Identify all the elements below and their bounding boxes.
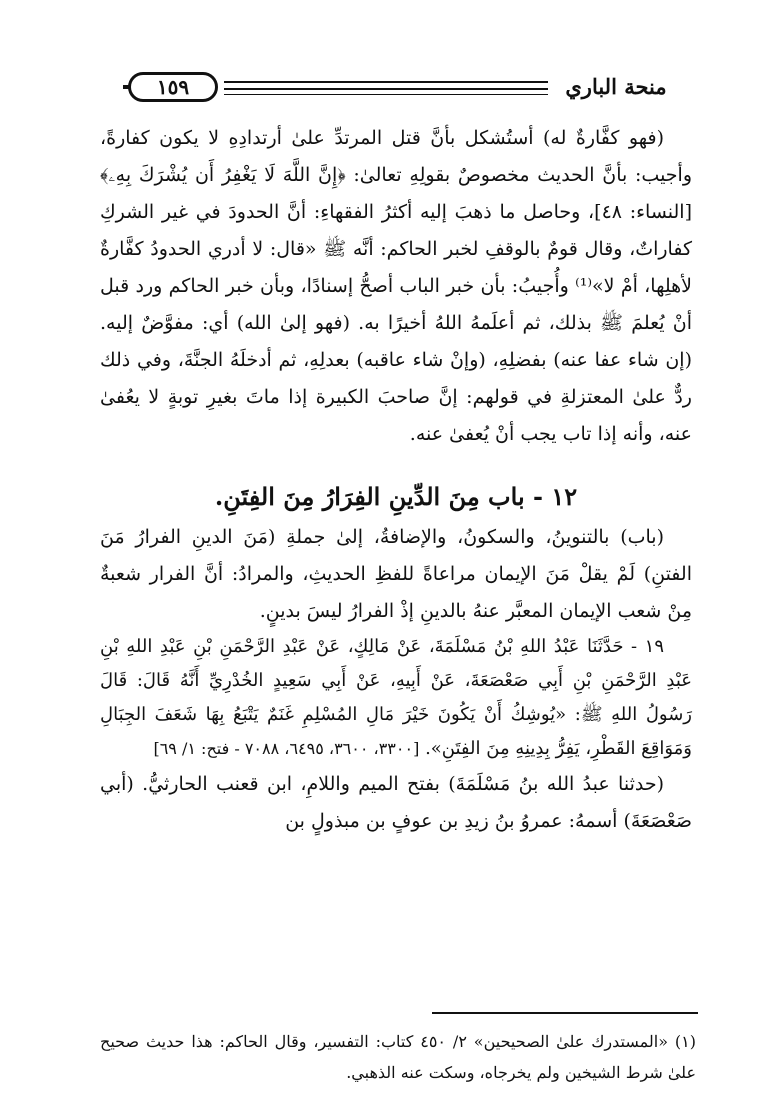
commentary-paragraph: (فهو كفَّارةٌ له) أستُشكل بأنَّ قتل المرتدِّ علىٰ أرتدادِهِ لا يكون كفارةً، وأجيب: بأنَّ الحديث مخصوصٌ بقولِهِ تعالىٰ: ﴿إِنَّ اللَّهَ لَا يَغْفِرُ أَن يُشْرَكَ بِهِۦ﴾ [النساء: ٤٨]، وحاصل ما ذهبَ إليه أكثرُ الفقهاءِ: أنَّ الحدودَ في غير الشركِ كفاراتٌ، وقال قومٌ بالوقفِ لخبر الحاكم: أنَّه ﷺ «قال: لا أدري الحدودُ كفَّارةٌ لأهلِها، أمْ لا»⁽¹⁾ وأُجيبُ: بأن خبر الباب أصحُّ إسنادًا، وبأن خبر الحاكم ورد قبل أنْ يُعلمَ ﷺ بذلك، ثم أعلَمهُ اللهُ أخيرًا به. (فهو إلىٰ الله) أي: مفوَّضٌ إليه. (إن شاء عفا عنه) بفضلِهِ، (وإنْ شاء عاقبه) بعدلِهِ، ثم أدخلَهُ الجنَّةَ، وفي ذلك ردٌّ علىٰ المعتزلةِ في قولهم: إنَّ صاحبَ الكبيرة إذا ماتَ بغيرِ توبةٍ لا يعُفىٰ عنه، وأنه إذا تاب يجب أنْ يُعفىٰ عنه. bbox=[100, 127, 692, 445]
running-title: منحة الباري bbox=[565, 74, 667, 99]
commentary-paragraph: (حدثنا عبدُ الله بنُ مَسْلَمَةَ) بفتح الميم واللامِ، ابن قعنب الحارثيُّ. (أبي صَعْصَعَةَ) أسمهُ: عمروُ بنُ زيدِ بن عوفٍ بن مبذولٍ بن bbox=[100, 773, 692, 832]
header-rule bbox=[224, 81, 548, 83]
page-body bbox=[100, 120, 692, 840]
page-header bbox=[128, 72, 680, 104]
hadith-text bbox=[100, 630, 692, 766]
chapter-heading: ١٢ - باب مِنَ الدِّينِ الفِرَارُ مِنَ الفِتَنِ. bbox=[214, 482, 578, 511]
chapter-paragraph: (باب) بالتنوينُ، والسكونُ، والإضافةُ، إلىٰ جملةِ (مَنَ الدينِ الفرارُ مَنَ الفتنِ) لَمْ يقلْ مَنَ الإيمان مراعاةً للفظِ الحديثِ، والمرادُ: أنَّ الفرار شعبةٌ مِنْ شعب الإيمان المعبَّر عنهُ بالدينِ إذْ الفرارُ ليسَ بدينٍ. bbox=[100, 526, 692, 622]
header-rule bbox=[224, 88, 548, 90]
hadith-body: ١٩ - حَدَّثَنَا عَبْدُ اللهِ بْنُ مَسْلَمَةَ، عَنْ مَالِكٍ، عَنْ عَبْدِ الرَّحْمَنِ بْنِ عَبْدِ اللهِ بْنِ عَبْدِ الرَّحْمَنِ بْنِ أَبِي صَعْصَعَةَ، عَنْ أَبِيهِ، عَنْ أَبِي سَعِيدٍ الخُدْرِيِّ أَنَّهُ قَالَ: قَالَ رَسُولُ اللهِ ﷺ: «يُوشِكُ أَنْ يَكُونَ خَيْرَ مَالِ المُسْلِمِ غَنَمٌ يَتْبَعُ بِهَا شَعَفَ الجِبَالِ وَمَوَاقِعَ القَطْرِ، يَفِرُّ بِدِينِهِ مِنَ الفِتَنِ». bbox=[100, 636, 692, 759]
footnote-item: (١) «المستدرك علىٰ الصحيحين» ٢/ ٤٥٠ كتاب: التفسير، وقال الحاكم: هذا حديث صحيح علىٰ شرط الشيخين ولم يخرجاه، وسكت عنه الذهبي. bbox=[100, 1032, 696, 1082]
footnote-separator bbox=[432, 1012, 698, 1014]
header-rule bbox=[224, 94, 548, 95]
page-number: ١٥٩ bbox=[128, 72, 218, 102]
hadith-references: [٣٣٠٠، ٣٦٠٠، ٦٤٩٥، ٧٠٨٨ - فتح: ١/ ٦٩] bbox=[153, 739, 420, 758]
footnotes bbox=[100, 1026, 696, 1088]
